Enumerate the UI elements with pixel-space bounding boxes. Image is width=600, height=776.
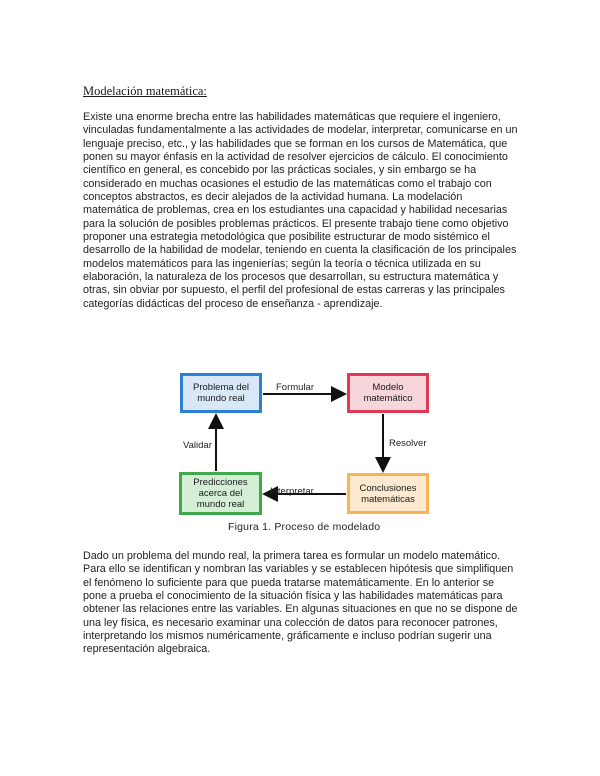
box-modelo-matematico: Modelo matemático — [347, 373, 429, 413]
figure-caption: Figura 1. Proceso de modelado — [228, 521, 381, 533]
label-resolver: Resolver — [389, 438, 427, 449]
label-interpretar: Interpretar — [270, 486, 314, 497]
body-paragraph: Dado un problema del mundo real, la primera tarea es formular un modelo matemático. Para ello se identifican y nombran las variables y se establecen hipótesis que simplifiquen el fenómeno lo suficiente para que pueda tratarse matemáticamente. En lo anterior se pone a prueba el conocimiento de la situación física y las habilidades matemáticas para obtener las relaciones entre las variables. En algunas situaciones en que no se dispone de una ley física, es necesario examinar una colección de datos para reconocer patrones, interpretando los mismos numéricamente, gráficamente e incluso podrían sugerir una representación algebraica. — [83, 550, 518, 656]
section-heading: Modelación matemática: — [83, 84, 207, 98]
intro-paragraph: Existe una enorme brecha entre las habilidades matemáticas que requiere el ingeniero, vinculadas fundamentalmente a las actividades de modelar, interpretar, comunicarse en un lenguaje preciso, etc., y las habilidades que se forman en los cursos de Matemática, que ponen su mayor énfasis en la actividad de resolver ejercicios de cálculo. El conocimiento científico en general, es concebido por las prácticas sociales, y sin embargo se ha considerado en muchas ocasiones el estudio de las matemáticas como el trabajo con conceptos abstractos, es decir alejados de la actividad humana. La modelación matemática de problemas, crea en los estudiantes una capacidad y habilidad necesarias para la solución de posibles problemas prácticos. El presente trabajo tiene como objetivo proponer una estrategia metodológica que posibilite estructurar de modo sistémico el desarrollo de la habilidad de modelar, teniendo en cuenta la clasificación de los principales modelos matemáticos para las ingenierías; según la teoría o técnica utilizada en su elaboración, la naturaleza de los procesos que desarrollan, su estructura matemática y otras, sin obviar por supuesto, el perfil del profesional de estas carreras y las principales categorías didácticas del proceso de enseñanza - aprendizaje. — [83, 111, 518, 310]
box-problema-mundo-real: Problema del mundo real — [180, 373, 262, 413]
label-formular: Formular — [276, 382, 315, 393]
label-validar: Validar — [183, 440, 212, 451]
box-conclusiones-matematicas: Conclusiones matemáticas — [347, 473, 429, 514]
box-predicciones: Predicciones acerca del mundo real — [179, 472, 262, 515]
